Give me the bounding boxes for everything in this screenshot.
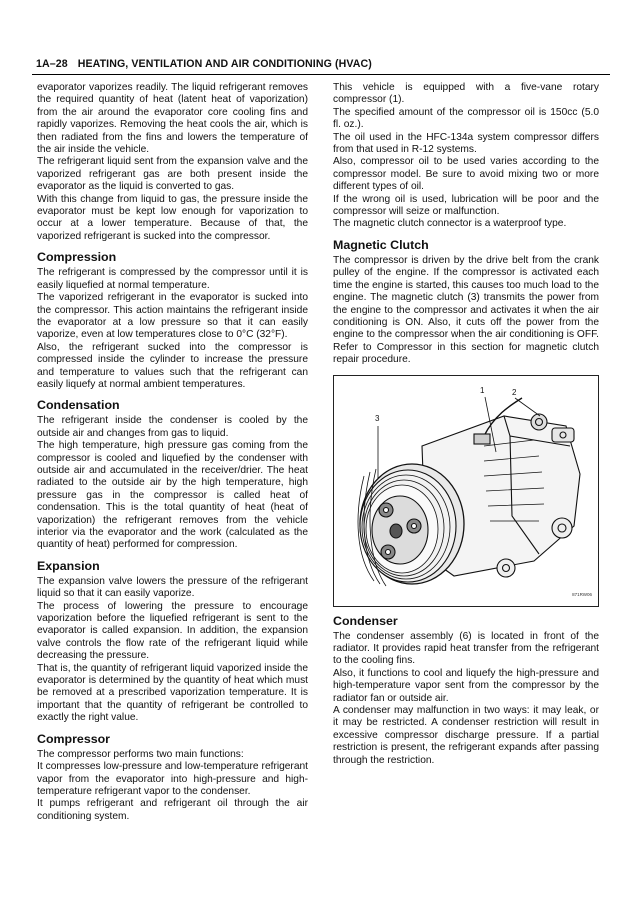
paragraph: The refrigerant is compressed by the compressor until it is easily liquefied at normal temperature. — [37, 267, 308, 291]
paragraph: The refrigerant inside the condenser is cooled by the outside air and changes from gas to liquid. — [37, 415, 308, 439]
left-column — [37, 82, 308, 823]
paragraph: Also, it functions to cool and liquefy the high-pressure and high-temperature vapor sent from the compressor by the radiator fan or outside air. — [333, 667, 599, 704]
paragraph: If the wrong oil is used, lubrication will be poor and the compressor will seize or malfunction. — [333, 193, 599, 218]
right-column — [333, 82, 599, 767]
paragraph: It compresses low-pressure and low-temperature refrigerant vapor from the evaporator into high-pressure and high-temperature refrigerant vapor to the condenser. — [37, 761, 308, 797]
section-title: HEATING, VENTILATION AND AIR CONDITIONING (HVAC) — [77, 58, 372, 70]
heading-condenser: Condenser — [333, 613, 398, 628]
heading-condensation: Condensation — [37, 398, 120, 413]
paragraph: The high temperature, high pressure gas coming from the compressor is cooled and liquefied by the condenser with outside air and accumulated in the receiver/drier. The heat radiated to the outside air by the high temperature, high pressure gas in the compressor is called heat of condensation. This is the total quantity of heat (heat of vaporization) the refrigerant removes from the vehicle interior via the evaporator and the work (calculated as the quantity of heat) performed for compression. — [37, 440, 308, 551]
figure-code: 871RW06 — [572, 592, 592, 598]
heading-compressor: Compressor — [37, 731, 110, 746]
page-header — [32, 58, 610, 75]
callout-3: 3 — [375, 413, 380, 423]
callout-1: 1 — [480, 385, 485, 395]
paragraph: The vaporized refrigerant in the evaporator is sucked into the compressor. This action maintains the refrigerant inside the evaporator at a low pressure so that it can easily vaporize, even at low temperatures close to 0°C (32°F). — [37, 292, 308, 341]
paragraph: It pumps refrigerant and refrigerant oil through the air conditioning system. — [37, 798, 308, 822]
paragraph: evaporator vaporizes readily. The liquid refrigerant removes the required quantity of heat (latent heat of vaporization) from the air around the evaporator core cooling fins and rapidly vaporizes. Removing the heat cools the air, which is then radiated from the fins and lowers the temperature of the air inside the vehicle. — [37, 82, 308, 156]
paragraph: With this change from liquid to gas, the pressure inside the evaporator must be kept low enough for vaporization to occur at a lower temperature. Because of that, the vaporized refrigerant is sucked into the compressor. — [37, 193, 308, 242]
paragraph: This vehicle is equipped with a five-vane rotary compressor (1). — [333, 82, 599, 106]
heading-expansion: Expansion — [37, 558, 100, 573]
callout-2: 2 — [512, 387, 517, 397]
page-number: 1A–28 — [36, 58, 68, 70]
paragraph: The magnetic clutch connector is a waterproof type. — [333, 218, 567, 230]
paragraph: Also, compressor oil to be used varies according to the compressor model. Be sure to avoid mixing two or more different types of oil. — [333, 156, 599, 193]
paragraph: The compressor performs two main functions: — [37, 748, 244, 760]
paragraph: The specified amount of the compressor oil is 150cc (5.0 fl. oz.). — [333, 106, 599, 131]
paragraph: A condenser may malfunction in two ways: it may leak, or it may be restricted. A condenser restriction will result in excessive compressor discharge pressure. If a partial restriction is present, the refrigerant expands after passing through the restriction. — [333, 704, 599, 766]
paragraph: The compressor is driven by the drive belt from the crank pulley of the engine. If the compressor is activated each time the engine is started, this causes too much load to the engine. The magnetic clutch (3) transmits the power from the engine to the compressor and activates it when the air conditioning is ON. Also, it cuts off the power from the engine to the compressor when the air conditioning is OFF. Refer to Compressor in this section for magnetic clutch repair procedure. — [333, 254, 599, 366]
heading-compression: Compression — [37, 250, 117, 265]
compressor-figure — [333, 375, 599, 607]
paragraph: The process of lowering the pressure to encourage vaporization before the liquefied refrigerant is sent to the evaporator is called expansion. In addition, the expansion valve controls the flow rate of the refrigerant liquid while decreasing the pressure. — [37, 600, 308, 662]
paragraph: That is, the quantity of refrigerant liquid vaporized inside the evaporator is determined by the quantity of heat which must be removed at a prescribed vaporization temperature. It is important that the quantity of refrigerant be controlled to exactly the right value. — [37, 662, 308, 724]
paragraph: The condenser assembly (6) is located in front of the radiator. It provides rapid heat transfer from the refrigerant to the cooling fins. — [333, 630, 599, 667]
paragraph: Also, the refrigerant sucked into the compressor is compressed inside the cylinder to increase the pressure and temperature to values such that the refrigerant can easily liquefy at normal ambient temperatures. — [37, 341, 308, 390]
compressor-illustration — [334, 376, 598, 606]
heading-magnetic-clutch: Magnetic Clutch — [333, 237, 429, 252]
paragraph: The refrigerant liquid sent from the expansion valve and the vaporized refrigerant gas are both present inside the evaporator as the liquid is converted to gas. — [37, 156, 308, 193]
paragraph: The expansion valve lowers the pressure of the refrigerant liquid so that it can easily vaporize. — [37, 575, 308, 600]
paragraph: The oil used in the HFC-134a system compressor differs from that used in R-12 systems. — [333, 131, 599, 156]
